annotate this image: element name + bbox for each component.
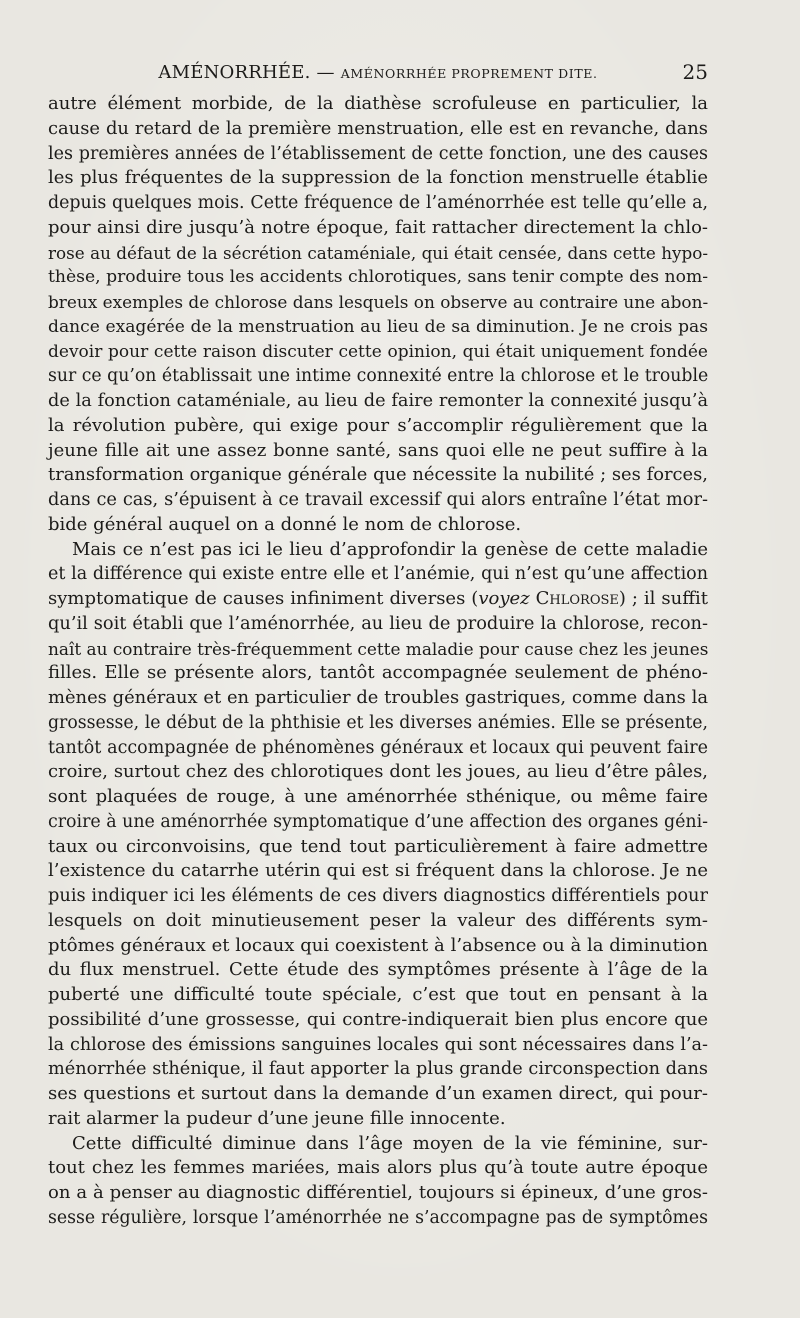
text-line: grossesse, le début de la phthisie et les diverses anémies. Elle se présente, — [48, 712, 708, 733]
text-line: puis indiquer ici les éléments de ces divers diagnostics différentiels pour — [48, 885, 708, 906]
running-title-sub: AMÉNORRHÉE PROPREMENT DITE. — [340, 66, 598, 81]
text-line: naît au contraire très-fréquemment cette maladie pour cause chez les jeunes — [48, 638, 709, 659]
text-line: de la fonction cataméniale, au lieu de faire remonter la connexité jusqu’à — [48, 391, 708, 411]
text-line: on a à penser au diagnostic différentiel, toujours si épineux, d’une gros- — [48, 1182, 708, 1203]
text-line: devoir pour cette raison discuter cette opinion, qui était uniquement fondée — [48, 341, 708, 362]
text-line: taux ou circonvoisins, que tend tout particulièrement à faire admettre — [48, 835, 708, 857]
small-caps-reference: Chlorose — [535, 588, 619, 609]
paragraph-end-line: bide général auquel on a donné le nom de chlorose. — [48, 513, 522, 535]
text-line: rose au défaut de la sécrétion cataméniale, qui était censée, dans cette hypo- — [48, 242, 708, 263]
text-line: cause du retard de la première menstruation, elle est en revanche, dans — [48, 117, 708, 139]
text-line: filles. Elle se présente alors, tantôt accompagnée seulement de phéno- — [48, 662, 708, 684]
italic-voyez: voyez — [478, 588, 530, 609]
text-line: croire à une aménorrhée symptomatique d’une affection des organes géni- — [48, 811, 709, 832]
text-line: transformation organique générale que nécessite la nubilité ; ses forces, — [48, 464, 708, 486]
text-line: autre élément morbide, de la diathèse scrofuleuse en particulier, la — [48, 93, 708, 114]
paragraph-start-line: Mais ce n’est pas ici le lieu d’approfondir la genèse de cette maladie — [72, 538, 708, 560]
text-line: l’existence du catarrhe utérin qui est si fréquent dans la chlorose. Je ne — [48, 860, 708, 882]
running-title — [48, 62, 708, 83]
paragraph-start-line: Cette difficulté diminue dans l’âge moyen de la vie féminine, sur- — [72, 1132, 708, 1154]
text-line: depuis quelques mois. Cette fréquence de l’aménorrhée est telle qu’elle a, — [48, 193, 708, 213]
text-line: puberté une difficulté toute spéciale, c’est que tout en pensant à la — [48, 984, 708, 1005]
text-line: la chlorose des émissions sanguines locales qui sont nécessaires dans l’a- — [48, 1034, 708, 1055]
text-line: les premières années de l’établissement de cette fonction, une des causes — [48, 143, 708, 164]
text-line: sont plaquées de rouge, à une aménorrhée sthénique, ou même faire — [48, 786, 708, 807]
text-line: dans ce cas, s’épuisent à ce travail excessif qui alors entraîne l’état mor- — [48, 489, 708, 510]
text-line: possibilité d’une grossesse, qui contre-indiquerait bien plus encore que — [48, 1008, 708, 1030]
text-line: tout chez les femmes mariées, mais alors plus qu’à toute autre époque — [48, 1157, 708, 1179]
text-line: qu’il soit établi que l’aménorrhée, au lieu de produire la chlorose, recon- — [48, 612, 708, 634]
text-line: pour ainsi dire jusqu’à notre époque, fait rattacher directement la chlo- — [48, 216, 708, 238]
text-line: mènes généraux et en particulier de troubles gastriques, comme dans la — [48, 687, 708, 708]
text-line: sur ce qu’on établissait une intime connexité entre la chlorose et le trouble — [48, 366, 709, 387]
text-line: tantôt accompagnée de phénomènes généraux et locaux qui peuvent faire — [48, 737, 708, 758]
text-line: ptômes généraux et locaux qui coexistent à l’absence ou à la diminution — [48, 934, 708, 956]
text-line: du flux menstruel. Cette étude des symptômes présente à l’âge de la — [48, 959, 708, 981]
running-title-dash: — — [316, 62, 335, 83]
running-header — [48, 58, 708, 88]
running-title-main: AMÉNORRHÉE. — [158, 62, 311, 83]
text-line: la révolution pubère, qui exige pour s’accomplir régulièrement que la — [48, 414, 708, 436]
text-line: sesse régulière, lorsque l’aménorrhée ne s’accompagne pas de symptômes — [48, 1207, 708, 1228]
text-line: croire, surtout chez des chlorotiques dont les joues, au lieu d’être pâles, — [48, 761, 708, 783]
text-line: ménorrhée sthénique, il faut apporter la plus grande circonspection dans — [48, 1059, 708, 1080]
paragraph-end-line: rait alarmer la pudeur d’une jeune fille innocente. — [48, 1107, 506, 1129]
text-line: breux exemples de chlorose dans lesquels on observe au contraire une abon- — [48, 292, 709, 312]
page-number: 25 — [682, 60, 708, 84]
text-line: dance exagérée de la menstruation au lieu de sa diminution. Je ne crois pas — [48, 316, 708, 337]
text-fragment: ) ; il suffit — [618, 588, 709, 609]
text-line-with-reference — [48, 587, 708, 612]
text-fragment: symptomatique de causes infiniment diverses ( — [48, 588, 479, 609]
text-line: thèse, produire tous les accidents chlorotiques, sans tenir compte des nom- — [48, 267, 709, 288]
text-line: et la différence qui existe entre elle et l’anémie, qui n’est qu’une affection — [48, 564, 708, 585]
text-line: ses questions et surtout dans la demande d’un examen direct, qui pour- — [48, 1083, 708, 1104]
body-text — [48, 92, 708, 1231]
text-line: lesquels on doit minutieusement peser la valeur des différents sym- — [48, 909, 708, 931]
text-line: jeune fille ait une assez bonne santé, sans quoi elle ne peut suffire à la — [48, 439, 708, 461]
text-line: les plus fréquentes de la suppression de la fonction menstruelle établie — [48, 167, 708, 189]
